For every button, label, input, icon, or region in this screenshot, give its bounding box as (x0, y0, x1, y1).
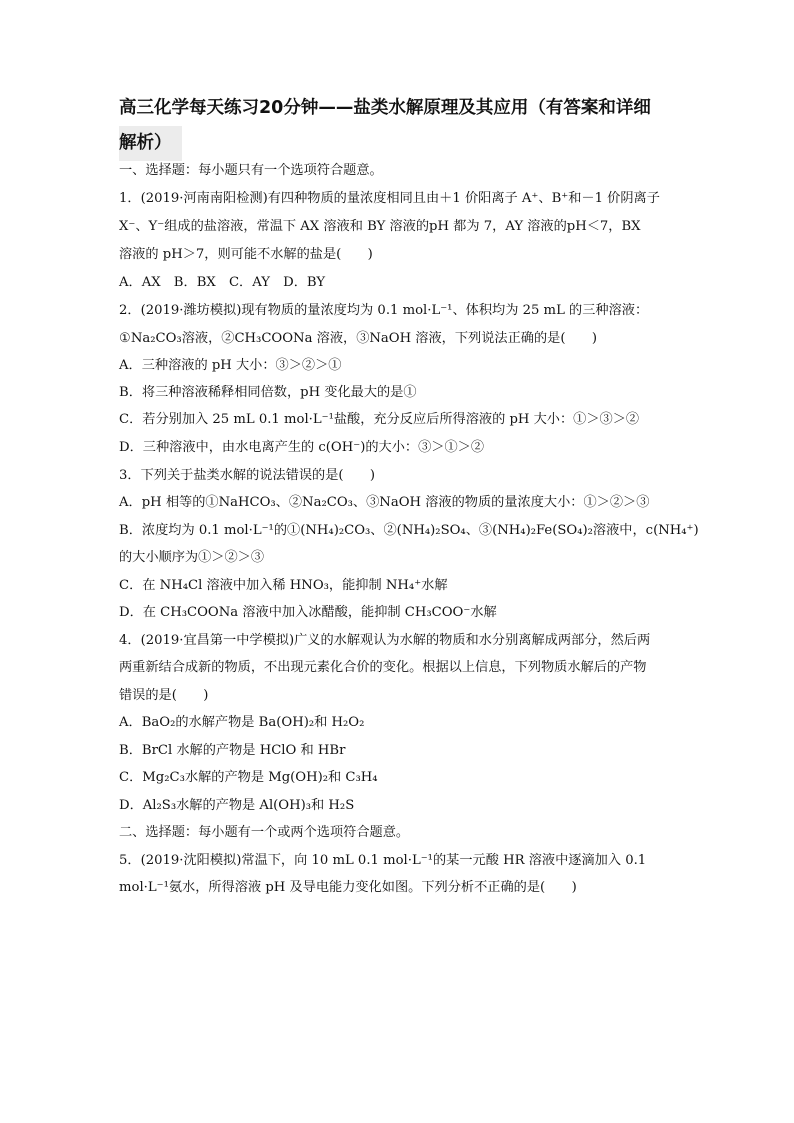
q5-line-2: mol·L⁻¹氨水，所得溶液 pH 及导电能力变化如图。下列分析不正确的是( ) (119, 880, 577, 895)
q3-option-d: D．在 CH₃COONa 溶液中加入冰醋酸，能抑制 CH₃COO⁻水解 (119, 605, 497, 620)
q3-option-c: C．在 NH₄Cl 溶液中加入稀 HNO₃，能抑制 NH₄⁺水解 (119, 578, 448, 593)
q5-line-1: 5．(2019·沈阳模拟)常温下，向 10 mL 0.1 mol·L⁻¹的某一元酸 HR 溶液中逐滴加入 0.1 (119, 853, 647, 868)
q1-options: A．AX B．BX C．AY D．BY (119, 275, 326, 290)
q2-line-2: ①Na₂CO₃溶液，②CH₃COONa 溶液，③NaOH 溶液，下列说法正确的是( ) (119, 331, 598, 346)
q1-line-2: X⁻、Y⁻组成的盐溶液，常温下 AX 溶液和 BY 溶液的pH 都为 7，AY 溶液的pH＜7，BX (119, 219, 641, 234)
title-line-1: 高三化学每天练习20分钟——盐类水解原理及其应用（有答案和详细 (119, 98, 651, 118)
q1-line-3: 溶液的 pH＞7，则可能不水解的盐是( ) (119, 247, 373, 262)
q2-line-1: 2．(2019·潍坊模拟)现有物质的量浓度均为 0.1 mol·L⁻¹、体积均为 25 mL 的三种溶液： (119, 303, 649, 318)
q4-line-2: 两重新结合成新的物质，不出现元素化合价的变化。根据以上信息，下列物质水解后的产物 (119, 660, 647, 675)
q3-option-b-line-2: 的大小顺序为①＞②＞③ (119, 550, 265, 565)
q3-option-a: A．pH 相等的①NaHCO₃、②Na₂CO₃、③NaOH 溶液的物质的量浓度大小：①＞②＞③ (119, 495, 650, 510)
q1-line-1: 1．(2019·河南南阳检测)有四种物质的量浓度相同且由＋1 价阳离子 A⁺、B⁺和－1 价阴离子 (119, 191, 660, 206)
q2-option-d: D．三种溶液中，由水电离产生的 c(OH⁻)的大小：③＞①＞② (119, 440, 485, 455)
q4-option-a: A．BaO₂的水解产物是 Ba(OH)₂和 H₂O₂ (119, 715, 365, 730)
title-line-2: 解析） (119, 126, 182, 161)
document-title (119, 91, 694, 161)
q3-stem: 3．下列关于盐类水解的说法错误的是( ) (119, 468, 376, 483)
section-heading-2: 二、选择题：每小题有一个或两个选项符合题意。 (119, 825, 410, 840)
q4-line-1: 4．(2019·宜昌第一中学模拟)广义的水解观认为水解的物质和水分别离解成两部分，然后两 (119, 633, 651, 648)
q4-option-d: D．Al₂S₃水解的产物是 Al(OH)₃和 H₂S (119, 798, 355, 813)
section-heading-1: 一、选择题：每小题只有一个选项符合题意。 (119, 163, 383, 178)
q2-option-b: B．将三种溶液稀释相同倍数，pH 变化最大的是① (119, 385, 417, 400)
q2-option-a: A．三种溶液的 pH 大小：③＞②＞① (119, 358, 342, 373)
q4-option-b: B．BrCl 水解的产物是 HClO 和 HBr (119, 743, 346, 758)
q4-line-3: 错误的是( ) (119, 688, 209, 703)
q4-option-c: C．Mg₂C₃水解的产物是 Mg(OH)₂和 C₃H₄ (119, 770, 378, 785)
q2-option-c: C．若分别加入 25 mL 0.1 mol·L⁻¹盐酸，充分反应后所得溶液的 pH 大小：①＞③＞② (119, 412, 640, 427)
q3-option-b-line-1: B．浓度均为 0.1 mol·L⁻¹的①(NH₄)₂CO₃、②(NH₄)₂SO₄、③(NH₄)₂Fe(SO₄)₂溶液中，c(NH₄⁺) (119, 523, 699, 538)
